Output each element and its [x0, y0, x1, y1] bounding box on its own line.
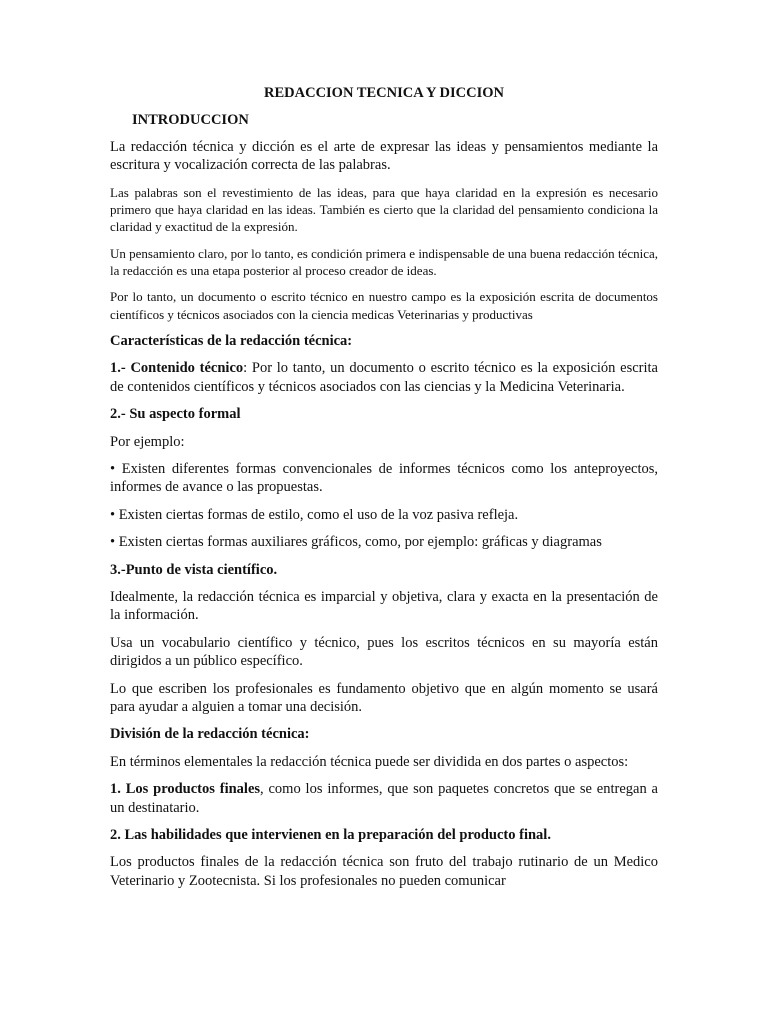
characteristic-item-3-heading: 3.-Punto de vista científico. — [110, 561, 278, 578]
closing-paragraph: Los productos finales de la redacción técnica son fruto del trabajo rutinario de un Medico Veterinario y Zootecnista. Si los profesionales no pueden comunicar — [110, 854, 658, 889]
example-label: Por ejemplo: — [110, 433, 185, 450]
document-title: REDACCION TECNICA Y DICCION — [264, 85, 504, 101]
intro-paragraph-4: Por lo tanto, un documento o escrito técnico en nuestro campo es la exposición escrita de documentos científicos y técnicos asociados con la ciencia medicas Veterinarias y productivas — [110, 289, 658, 322]
bullet-item-3: • Existen ciertas formas auxiliares gráficos, como, por ejemplo: gráficas y diagramas — [110, 534, 602, 551]
division-item-1-text: , como los informes, que son paquetes concretos que se entregan a un destinatario. — [110, 781, 658, 816]
intro-paragraph-2: Las palabras son el revestimiento de las ideas, para que haya claridad en la expresión es necesario primero que haya claridad en las ideas. También es cierto que la claridad del pensamiento condiciona la claridad y exactitud de la expresión. — [110, 184, 658, 235]
characteristics-heading: Características de la redacción técnica: — [110, 332, 353, 349]
intro-heading: INTRODUCCION — [132, 112, 249, 128]
characteristic-item-1-text: : Por lo tanto, un documento o escrito técnico es la exposición escrita de contenidos científicos y técnicos asociados con las ciencias y la Medicina Veterinaria. — [110, 360, 658, 395]
intro-paragraph-1: La redacción técnica y dicción es el arte de expresar las ideas y pensamientos mediante la escritura y vocalización correcta de las palabras. — [110, 139, 658, 174]
item-3-paragraph-2: Usa un vocabulario científico y técnico, pues los escritos técnicos en su mayoría están dirigidos a un público específico. — [110, 634, 658, 670]
item-3-paragraph-3: Lo que escriben los profesionales es fundamento objetivo que en algún momento se usará para ayudar a alguien a tomar una decisión. — [110, 680, 658, 715]
division-heading: División de la redacción técnica: — [110, 726, 310, 743]
characteristic-item-1 — [110, 359, 658, 396]
intro-paragraph-3: Un pensamiento claro, por lo tanto, es condición primera e indispensable de una buena redacción técnica, la redacción es una etapa posterior al proceso creador de ideas. — [110, 245, 658, 278]
division-item-1 — [110, 780, 658, 817]
characteristic-item-1-label: 1.- Contenido técnico — [110, 360, 244, 377]
division-item-2-heading: 2. Las habilidades que intervienen en la preparación del producto final. — [110, 827, 551, 844]
division-item-1-label: 1. Los productos finales — [110, 781, 261, 798]
division-intro: En términos elementales la redacción técnica puede ser dividida en dos partes o aspectos: — [110, 753, 629, 770]
bullet-item-1: • Existen diferentes formas convencionales de informes técnicos como los anteproyectos, informes de avance o las propuestas. — [110, 460, 658, 496]
bullet-item-2: • Existen ciertas formas de estilo, como el uso de la voz pasiva refleja. — [110, 506, 519, 523]
characteristic-item-2-heading: 2.- Su aspecto formal — [110, 406, 241, 423]
item-3-paragraph-1: Idealmente, la redacción técnica es imparcial y objetiva, clara y exacta en la presentación de la información. — [110, 588, 658, 624]
